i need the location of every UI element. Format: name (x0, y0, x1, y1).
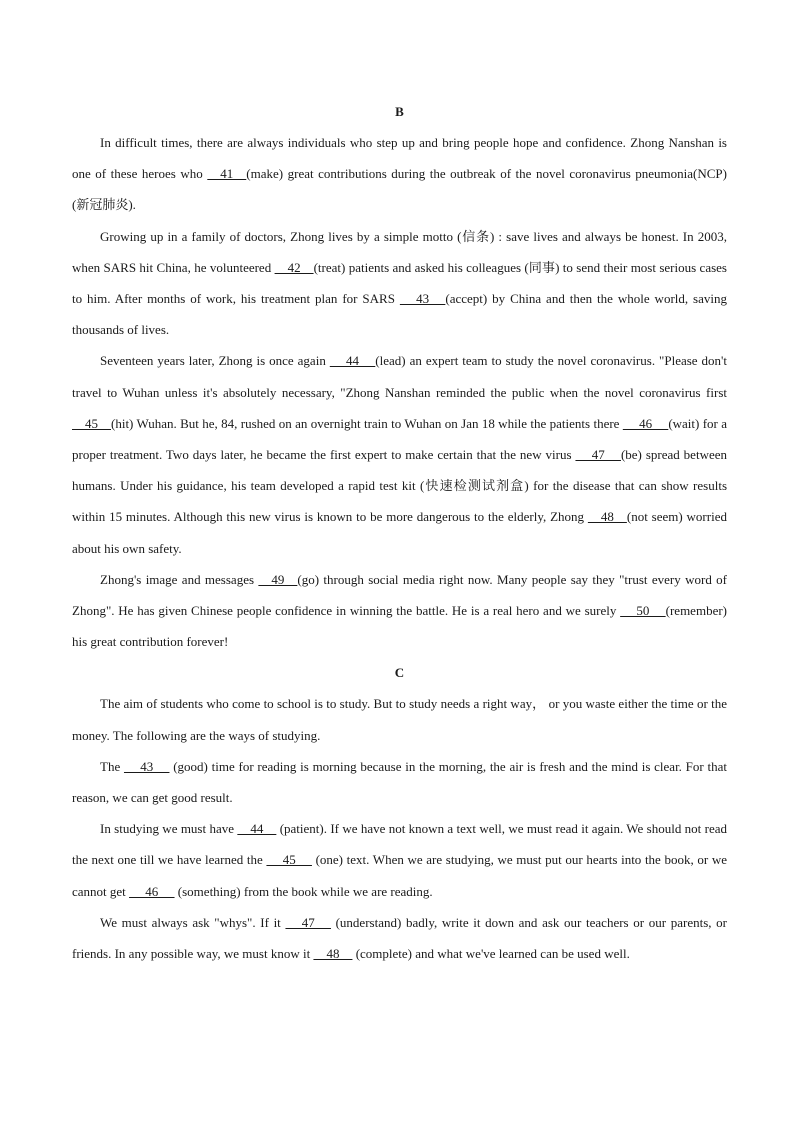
text-run: (remember) his great contribution forever! (72, 603, 727, 650)
blank-c-43[interactable]: 43 (123, 758, 170, 774)
text-run: (be) spread between humans. Under his guidance, his team developed a rapid test kit (快速检测试剂盒) for the disease that can show results within 15 minutes. Although this new virus is known to be more dangerous to the elderly, Zhong (72, 447, 727, 525)
blank-42[interactable]: 42 (274, 259, 314, 275)
blank-c-48[interactable]: 48 (313, 946, 353, 962)
text-run: (something) from the book while we are reading. (174, 883, 433, 899)
blank-c-45[interactable]: 45 (266, 852, 312, 868)
section-c-paragraph-1 (72, 688, 727, 750)
section-c-heading: C (394, 665, 405, 681)
blank-47[interactable]: 47 (575, 447, 621, 463)
text-run: (go) through social media right now. Many people say they "trust every word of Zhong". He has given Chinese people confidence in winning the battle. He is a real hero and we surely (72, 571, 728, 619)
text-run: The (100, 758, 124, 774)
text-run: (good) time for reading is morning because in the morning, the air is fresh and the mind is clear. For that reason, we can get good result. (72, 758, 727, 806)
text-run: (wait) for a proper treatment. Two days later, he became the first expert to make certain that the new virus (72, 415, 728, 463)
text-run: Seventeen years later, Zhong is once again (100, 353, 330, 369)
comma-mark: ， (532, 696, 546, 712)
section-c (72, 657, 727, 969)
blank-c-44[interactable]: 44 (237, 821, 277, 837)
worksheet-page (72, 96, 727, 969)
text-run: (understand) badly, write it down and ask our teachers or our parents, or friends. In any possible way, we must know it (72, 914, 727, 962)
section-c-paragraph-4 (72, 907, 727, 969)
text-run: Growing up in a family of doctors, Zhong lives by a simple motto (信条) : save lives and always be honest. In 2003, when SARS hit China, he volunteered (72, 228, 727, 275)
section-b-heading: B (395, 104, 404, 119)
text-run: We must always ask "whys". If it (100, 914, 286, 930)
blank-49[interactable]: 49 (258, 571, 298, 587)
text-run: (one) text. When we are studying, we must put our hearts into the book, or we cannot get (72, 852, 727, 899)
text-run: (lead) an expert team to study the novel coronavirus. "Please don't travel to Wuhan unless it's absolutely necessary, "Zhong Nanshan reminded the public when the novel coronavirus first (72, 353, 727, 400)
text-run: In studying we must have (100, 821, 238, 837)
section-c-paragraph-3 (72, 813, 727, 907)
text-run: The aim of students who come to school is to study. But to study needs a right way (100, 696, 533, 712)
section-b-paragraph-3 (72, 345, 727, 563)
blank-44[interactable]: 44 (329, 353, 376, 369)
section-b-paragraph-4 (72, 564, 727, 658)
blank-c-47[interactable]: 47 (285, 914, 331, 930)
blank-41[interactable]: 41 (207, 166, 247, 182)
section-b-paragraph-2 (72, 221, 727, 346)
section-b (72, 96, 727, 657)
text-run: (complete) and what we've learned can be used well. (352, 946, 630, 962)
text-run: (not seem) worried about his own safety. (72, 509, 727, 556)
section-b-paragraph-1 (72, 127, 727, 221)
section-c-paragraph-2 (72, 751, 727, 813)
blank-43[interactable]: 43 (399, 291, 446, 307)
text-run: (make) great contributions during the outbreak of the novel coronavirus pneumonia(NCP) (新冠肺炎). (72, 166, 727, 213)
text-run: or you waste either the time or the money. The following are the ways of studying. (72, 696, 727, 743)
blank-c-46[interactable]: 46 (129, 883, 175, 899)
text-run: (patient). If we have not known a text well, we must read it again. We should not read the next one till we have learned the (72, 821, 728, 868)
text-run: (accept) by China and then the whole world, saving thousands of lives. (72, 291, 727, 338)
text-run: Zhong's image and messages (100, 571, 259, 587)
blank-45[interactable]: 45 (72, 415, 111, 431)
text-run: In difficult times, there are always individuals who step up and bring people hope and confidence. Zhong Nanshan is one of these heroes who (72, 135, 727, 182)
blank-50[interactable]: 50 (620, 603, 666, 619)
blank-46[interactable]: 46 (622, 415, 669, 431)
blank-48[interactable]: 48 (587, 509, 627, 525)
text-run: (treat) patients and asked his colleagues (同事) to send their most serious cases to him. After months of work, his treatment plan for SARS (72, 259, 727, 307)
text-run: (hit) Wuhan. But he, 84, rushed on an overnight train to Wuhan on Jan 18 while the patients there (111, 415, 623, 431)
